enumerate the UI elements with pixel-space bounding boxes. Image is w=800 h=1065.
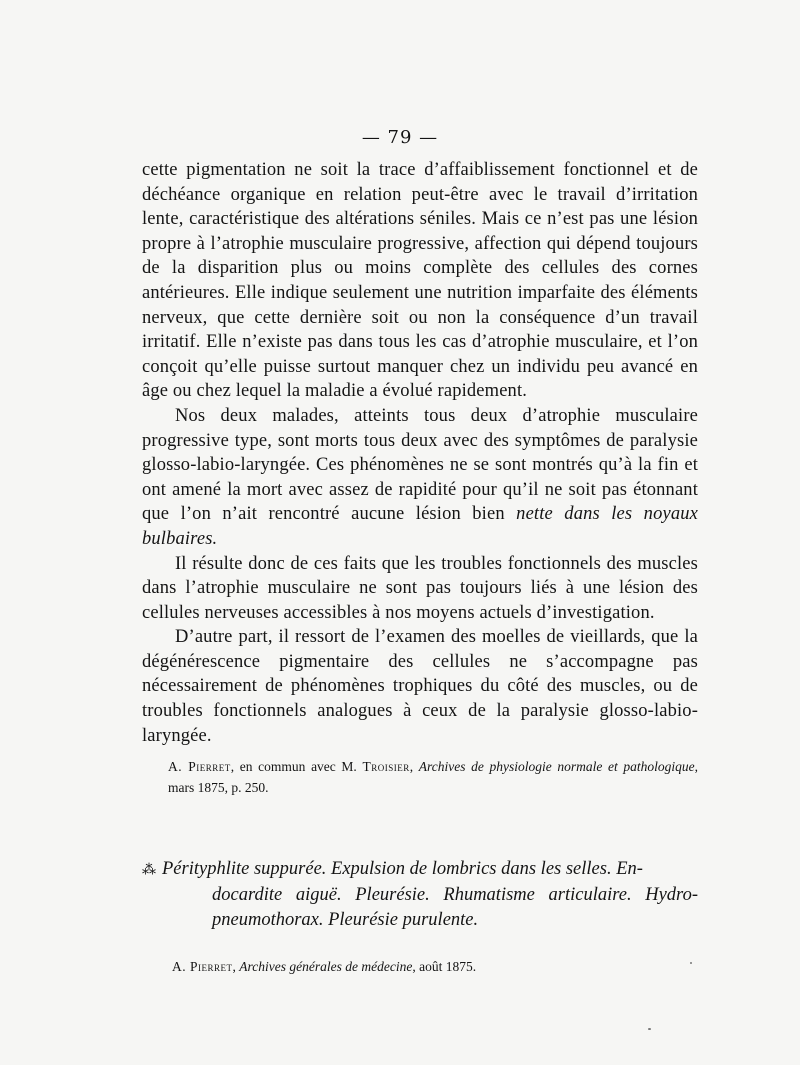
footnote-reference [172,956,702,977]
footnote-separator: , [409,759,419,774]
paragraph: Il résulte donc de ces faits que les troubles fonctionnels des muscles dans l’atrophie musculaire ne sont pas toujours liés à une lésion des cellules nerveuses accessibles à nos moyens actuels d’investigation. [142,553,698,623]
footnote-text: , en commun avec M. [230,759,363,774]
footnote-tail: , août 1875. [412,959,477,974]
case-heading [142,857,698,933]
paragraph: cette pigmentation ne soit la trace d’affaiblissement fonctionnel et de déchéance organique en relation peut-être avec le travail d’irritation lente, caractéristique des altérations séniles. Mais ce n’est pas une lésion propre à l’atrophie musculaire progressive, affection qui dépend toujours de la disparition plus ou moins complète des cellules des cornes antérieures. Elle indique seulement une nutrition imparfaite des éléments nerveux, que cette dernière soit ou non la conséquence d’un travail irritatif. Elle n’existe pas dans tous les cas d’atrophie musculaire, et l’on conçoit qu’elle puisse surtout manquer chez un individu peu avancé en âge ou chez lequel la maladie a évolué rapidement. [142,160,698,402]
paragraph-text: Nos deux malades, atteints tous deux d’atrophie musculaire progressive type, sont morts tous deux avec des symptômes de paralysie glosso-labio-laryngée. Ces phénomènes ne se sont montrés qu’à la fin et ont amené la mort avec assez de rapidité pour qu’il ne soit pas étonnant que l’on n’ait rencontré aucune lésion bien [142,405,698,525]
footnote-tail: , mars 1875, p. 250. [168,759,698,795]
footnote-coauthor: Troisier [362,759,410,774]
case-heading-line1: Pérityphlite suppurée. Expulsion de lombrics dans les selles. En- [162,859,643,879]
footnote-journal: Archives générales de médecine [239,959,413,974]
paper-speck [648,1028,651,1030]
footnote-author: A. Pierret [168,759,231,774]
footnote-reference [168,756,698,798]
paragraph [142,404,698,552]
paragraph: D’autre part, il ressort de l’examen des moelles de vieillards, que la dégénérescence pigmentaire des cellules ne s’accompagne pas nécessairement de phénomènes trophiques du côté des muscles, ou de troubles fonctionnels analogues à ceux de la paralysie glosso-labio-laryngée. [142,627,698,746]
asterism-icon: ⁂ [142,863,156,878]
body-text [142,158,698,748]
case-heading-rest: docardite aiguë. Pleurésie. Rhumatisme articulaire. Hydro-pneumothorax. Pleurésie purulente. [212,885,698,930]
footnote-journal: Archives de physiologie normale et pathologique [418,759,695,774]
paragraph-italic-text: nette dans les noyaux bulbaires. [142,504,698,549]
page-number: — 79 — [361,127,439,148]
paper-speck [690,962,692,964]
footnote-separator: , [232,959,240,974]
footnote-author: A. Pierret [172,959,233,974]
case-heading-first-line [142,857,698,883]
